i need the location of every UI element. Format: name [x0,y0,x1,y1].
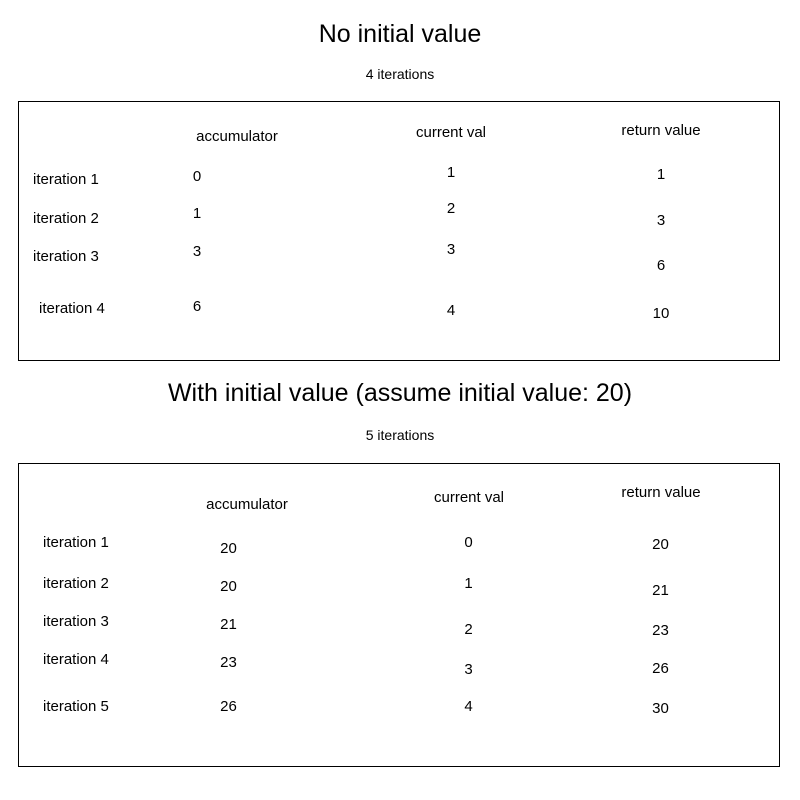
cell-accumulator-4: 6 [192,298,202,315]
cell-accumulator-2: 20 [220,578,237,595]
table-no-initial-value [18,101,780,361]
cell-accumulator-4: 23 [220,654,237,671]
cell-current-val-4: 4 [446,302,456,319]
cell-return-value-4: 10 [652,305,670,322]
column-header-return-value-1: return value [621,122,701,139]
cell-current-val-3: 2 [464,621,473,638]
row-label-1: iteration 1 [33,171,99,188]
cell-return-value-5: 30 [652,700,669,717]
column-header-accumulator-1: accumulator [196,128,278,145]
section-title-with-initial-value: With initial value (assume initial value: 20) [167,379,633,407]
cell-accumulator-1: 0 [192,168,202,185]
row-label-2: iteration 2 [43,575,109,592]
cell-current-val-4: 3 [464,661,473,678]
row-label-3: iteration 3 [43,613,109,630]
column-header-current-val-2: current val [433,489,505,506]
row-label-5: iteration 5 [43,698,109,715]
cell-accumulator-1: 20 [220,540,237,557]
cell-current-val-2: 1 [464,575,473,592]
cell-return-value-3: 6 [656,257,666,274]
table-with-initial-value [18,463,780,767]
cell-return-value-2: 21 [652,582,669,599]
cell-return-value-1: 20 [652,536,669,553]
cell-accumulator-3: 3 [192,243,202,260]
row-label-1: iteration 1 [43,534,109,551]
cell-current-val-3: 3 [446,241,456,258]
cell-return-value-1: 1 [656,166,666,183]
section-subtitle-iterations-2: 5 iterations [365,427,435,443]
cell-return-value-2: 3 [656,212,666,229]
cell-accumulator-3: 21 [220,616,237,633]
section-subtitle-iterations-1: 4 iterations [365,66,435,82]
cell-accumulator-5: 26 [220,698,237,715]
cell-accumulator-2: 1 [192,205,202,222]
row-label-3: iteration 3 [33,248,99,265]
cell-current-val-1: 1 [446,164,456,181]
cell-current-val-5: 4 [464,698,473,715]
column-header-accumulator-2: accumulator [206,496,288,513]
row-label-4: iteration 4 [43,651,109,668]
cell-return-value-3: 23 [652,622,669,639]
column-header-return-value-2: return value [621,484,701,501]
row-label-2: iteration 2 [33,210,99,227]
section-title-no-initial-value: No initial value [318,20,482,48]
cell-current-val-1: 0 [464,534,473,551]
cell-return-value-4: 26 [652,660,669,677]
column-header-current-val-1: current val [415,124,487,141]
cell-current-val-2: 2 [446,200,456,217]
row-label-4: iteration 4 [39,300,105,317]
